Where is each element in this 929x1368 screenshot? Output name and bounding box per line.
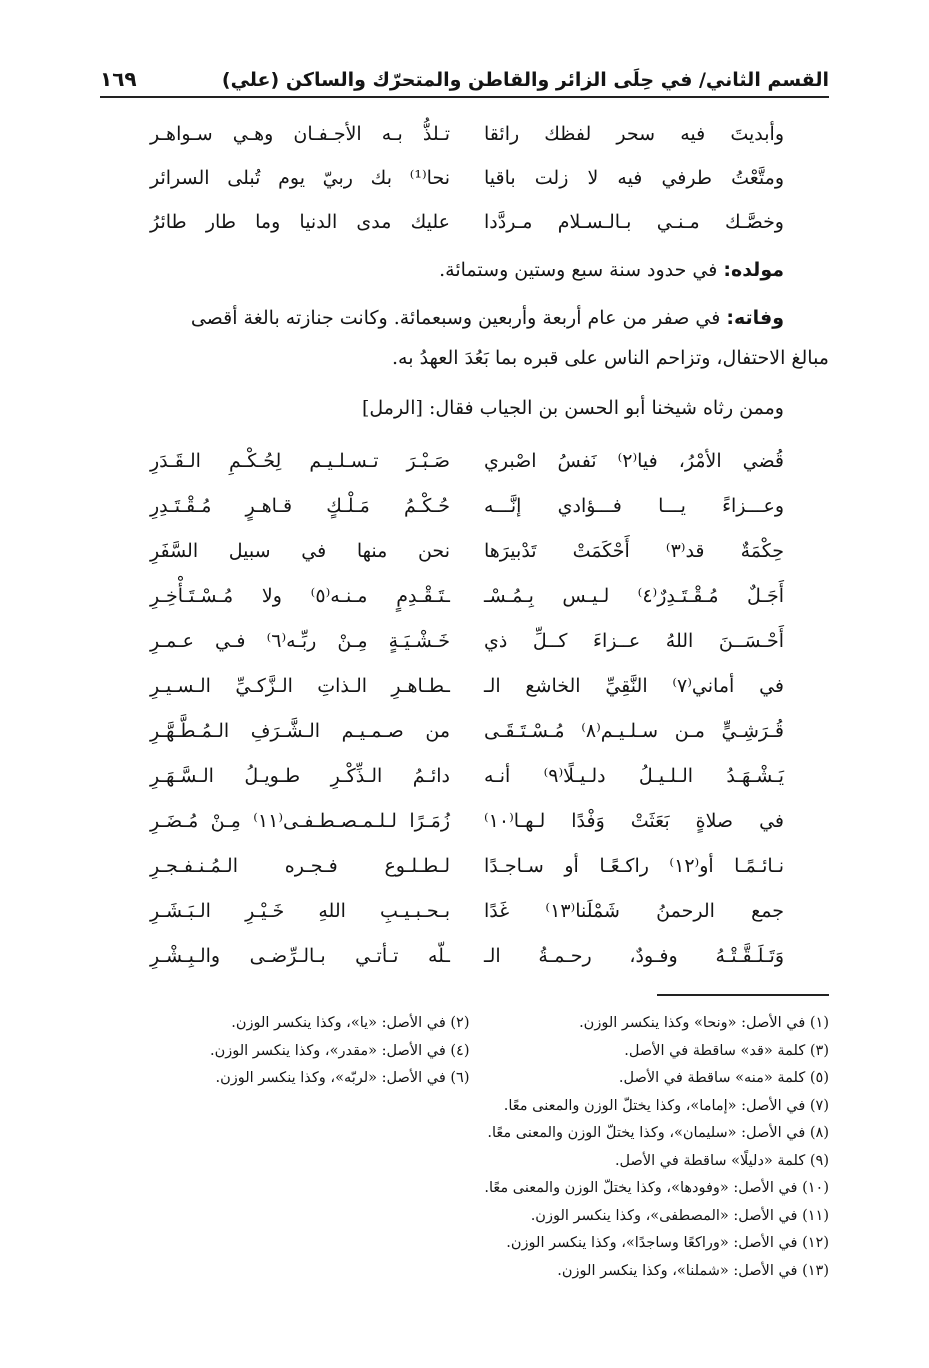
footnote: (٧) في الأصل: «إماما»، وكذا يختلّ الوزن والمعنى معًا. — [503, 1097, 829, 1114]
death-label: وفاته: — [726, 307, 784, 329]
verse-line — [150, 663, 784, 708]
poem-elegy — [150, 438, 784, 978]
verse-first-hemistich: قُضي الأمْرُ، فيا⁽٢⁾ نَفسُ اصْبري — [484, 449, 784, 472]
verse-line — [150, 573, 784, 618]
verse-line — [150, 112, 784, 156]
verse-line — [150, 933, 784, 978]
verse-second-hemistich: حُـكْـمُ مَـلْـكٍ قـاهـرٍ مُـقْـتَـدِرِ — [150, 494, 450, 517]
verse-second-hemistich: نحا⁽¹⁾ بك ربيّ يوم تُبلى السرائر — [150, 167, 450, 189]
verse-second-hemistich: ـتَـقْـدِمٍ مـنـه⁽٥⁾ ولا مُـسْـتَـأْخِـرِ — [150, 584, 450, 607]
verse-line — [150, 156, 784, 200]
verse-second-hemistich: عليك مدى الدنيا وما طار طائرُ — [150, 211, 450, 233]
verse-line — [150, 843, 784, 888]
verse-second-hemistich: بـحـبـيـبِ اللهِ خَـيْـرِ الـبَـشَـرِ — [150, 899, 450, 922]
verse-second-hemistich: زُمَـرًا لـلـمـصـطـفـى⁽١١⁾ مِـنْ مُـضَـرِ — [150, 809, 450, 832]
birth-label: مولده: — [723, 259, 784, 281]
verse-first-hemistich: نـائـمًـا أو⁽١٢⁾ راكـعًـا أو سـاجـدًا — [484, 854, 785, 877]
verse-first-hemistich: وعـــزاءً يـــا فـــؤادي إنَّـــه — [484, 494, 784, 517]
verse-first-hemistich: وخصَّـك مـنـي بـالـسـلام مـردَّدا — [484, 211, 784, 233]
footnote-pair-row — [110, 1010, 829, 1038]
verse-second-hemistich: صَـبْـرَ تـسـلـيـم لِحُـكْـمِ الـقَـدَرِ — [150, 449, 450, 472]
footnote: (١٢) في الأصل: «وراكعًا وساجدًا»، وكذا ينكسر الوزن. — [506, 1235, 829, 1251]
verse-first-hemistich: جمع الرحمنُ شَمْلَنا⁽١٣⁾ غَدًا — [484, 899, 784, 922]
footnote: (٤) في الأصل: «مقدر»، وكذا ينكسر الوزن. — [209, 1042, 470, 1059]
verse-first-hemistich: أَحْـسَــنَ اللهُ عــزاءَ كــلِّ ذي — [484, 629, 784, 652]
chapter-title: القسم الثاني/ في حِلَى الزائر والقاطن والمتحرّك والساكن (علي) — [221, 69, 829, 91]
verse-line — [150, 200, 784, 244]
verse-line — [150, 618, 784, 663]
verse-line — [150, 528, 784, 573]
running-header — [100, 58, 829, 98]
verse-first-hemistich: ومتَّعْتُ طرفي فيه لا زلت باقيا — [484, 167, 784, 189]
footnote: (٣) كلمة «قد» ساقطة في الأصل. — [624, 1042, 829, 1059]
footnote: (٩) كلمة «دليلًا» ساقطة في الأصل. — [614, 1152, 829, 1169]
death-line-2: مبالغ الاحتفال، وتزاحم الناس على قبره بما بَعُدَ العهدُ به. — [392, 347, 829, 369]
verse-first-hemistich: قُـرَشِـيٍّ مـن سـلـيـم⁽٨⁾ مُـسْـتَـقَـى — [484, 719, 785, 742]
verse-line — [150, 438, 784, 483]
verse-second-hemistich: ـلّه تـأتـي بـالـرِّضـى والـبِـشْـرِ — [150, 944, 450, 967]
footnotes — [110, 1010, 829, 1285]
poem-top — [150, 112, 784, 244]
verse-line — [150, 483, 784, 528]
page-number: ١٦٩ — [100, 67, 137, 91]
footnote: (١١) في الأصل: «المصطفى»، وكذا ينكسر الوزن. — [530, 1207, 829, 1224]
verse-second-hemistich: دائـمُ الـذِّكْـرِ طـويـلُ الـسَّـهَـرِ — [150, 764, 450, 787]
verse-line — [150, 888, 784, 933]
footnote-pair-row — [110, 1065, 829, 1093]
verse-second-hemistich: تـلذُّ بـه الأجـفـان وهـي سـواهـر — [150, 123, 450, 145]
verse-first-hemistich: وأبديتَ فيه سحر لفظك رائقا — [484, 123, 784, 145]
verse-second-hemistich: لـطـلـوع فـجـره الـمُـنـفـجـرِ — [150, 854, 450, 877]
footnote: (٨) في الأصل: «سليمان»، وكذا يختلّ الوزن والمعنى معًا. — [487, 1125, 829, 1141]
footnote: (٦) في الأصل: «لربّه»، وكذا ينكسر الوزن. — [215, 1070, 470, 1086]
verse-second-hemistich: ـطـاهـرِ الـذاتِ الـزَّكـيِّ الـسـيـرِ — [150, 674, 450, 697]
verse-second-hemistich: من صـمـيـم الـشَّـرَفِ الـمُـطَّـهَّـرِ — [150, 719, 450, 742]
footnote: (١) في الأصل: «ونحا» وكذا ينكسر الوزن. — [579, 1015, 829, 1031]
death-line-1: وفاته: في صفر من عام أربعة وأربعين وسبعمائة. وكانت جنازته بالغة أقصى — [190, 307, 784, 329]
verse-first-hemistich: في أماني⁽٧⁾ النَّقِيِّ الخاشع الـ — [484, 674, 784, 697]
verse-second-hemistich: خَـشْـيَـةٍ مِـنْ ربِّـه⁽٦⁾ فـي عـمـرِ — [150, 629, 450, 652]
verse-first-hemistich: حِكْمَةٌ قد⁽٣⁾ أَحْكَمَتْ تَدْبيرَها — [484, 539, 784, 562]
verse-first-hemistich: يَـشْـهَـدُ الـلـيـلُ دلـيـلًا⁽٩⁾ أنـه — [484, 764, 784, 787]
death-paragraph — [100, 298, 829, 378]
verse-first-hemistich: وَتَـلَـقَّـتْـهُ وفـودٌ، رحـمـةُ الـ — [484, 944, 784, 967]
birth-paragraph — [100, 250, 784, 290]
footnote: (١٠) في الأصل: «وفودها»، وكذا يختلّ الوزن والمعنى معًا. — [484, 1180, 829, 1196]
verse-first-hemistich: أَجَـلٌ مُـقْـتَـدِرٌ⁽٤⁾ لـيـس بِـمُـسْـ — [484, 584, 784, 607]
elegy-intro: وممن رثاه شيخنا أبو الحسن بن الجياب فقال: [الرمل] — [361, 397, 784, 419]
birth-text: في حدود سنة سبع وستين وستمائة. — [439, 259, 718, 281]
footnote: (٢) في الأصل: «يا»، وكذا ينكسر الوزن. — [231, 1015, 470, 1031]
footnote-pair-row — [110, 1038, 829, 1066]
verse-first-hemistich: في صلاةٍ بَعَثَتْ وَفْدًا لـهـا⁽١٠⁾ — [484, 809, 784, 832]
footnote: (٥) كلمة «منه» ساقطة في الأصل. — [618, 1070, 829, 1086]
footnote-separator — [657, 994, 829, 996]
verse-line — [150, 798, 784, 843]
verse-second-hemistich: نحن منها في سبيل السَّفَرِ — [150, 539, 450, 562]
verse-line — [150, 708, 784, 753]
verse-line — [150, 753, 784, 798]
footnote: (١٣) في الأصل: «شملنا»، وكذا ينكسر الوزن. — [557, 1262, 829, 1279]
